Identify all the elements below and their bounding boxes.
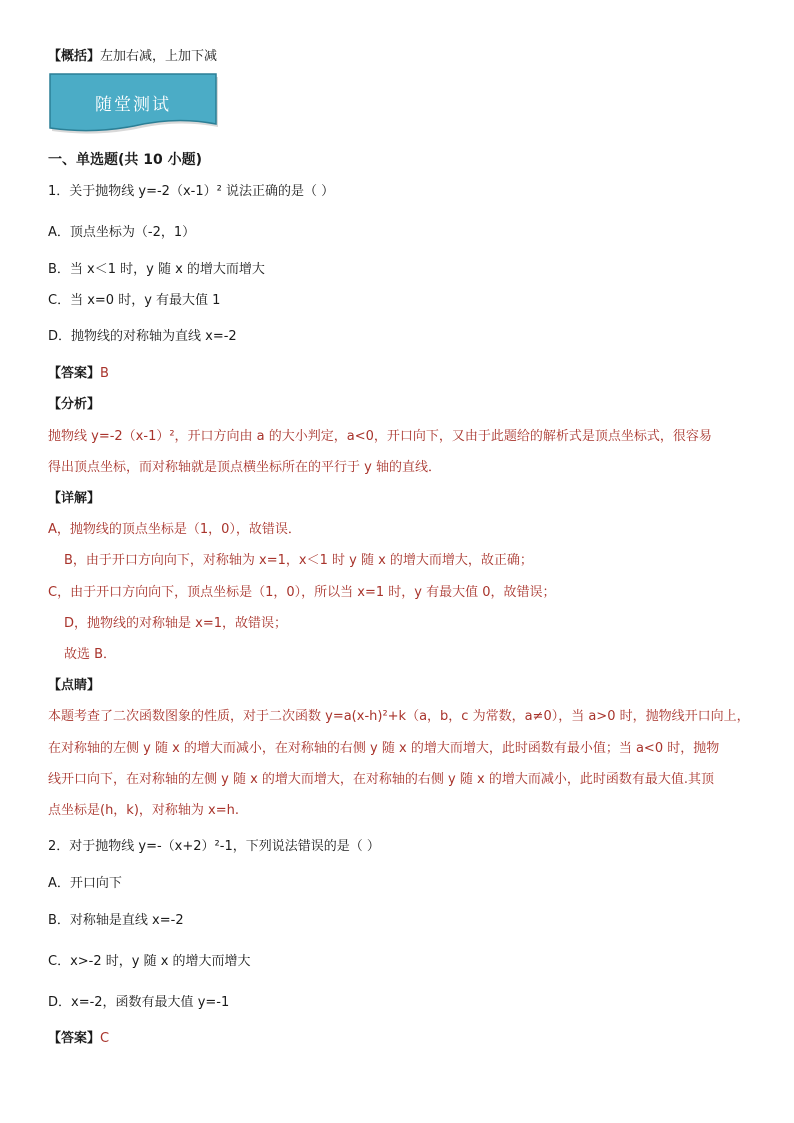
q2-option-c: C．x>-2 时，y 随 x 的增大而增大 (48, 954, 251, 969)
q1-answer-tag: 【答案】 (48, 366, 101, 381)
q1-option-d: D．抛物线的对称轴为直线 x=-2 (48, 329, 237, 344)
q2-stem: 2．对于抛物线 y=-（x+2）²-1，下列说法错误的是（ ） (48, 839, 380, 854)
q1-analysis-tag: 【分析】 (48, 397, 101, 412)
section-banner (48, 72, 218, 134)
q1-comment-tag: 【点睛】 (48, 678, 101, 693)
q1-option-c: C．当 x=0 时，y 有最大值 1 (48, 293, 221, 308)
summary-text: 左加右减，上加下减 (100, 49, 218, 64)
q1-detail-a: A，抛物线的顶点坐标是（1，0），故错误． (48, 522, 301, 537)
q1-analysis-line-1: 抛物线 y=-2（x-1）²，开口方向由 a 的大小判定，a<0，开口向下，又由于此题给的解析式是顶点坐标式，很容易 (48, 429, 712, 444)
q2-answer-tag: 【答案】 (48, 1031, 101, 1046)
q2-option-d: D．x=-2，函数有最大值 y=-1 (48, 995, 230, 1010)
q1-detail-c: C，由于开口方向向下，顶点坐标是（1，0），所以当 x=1 时，y 有最大值 0，故错误； (48, 585, 556, 600)
q1-comment-line-2: 在对称轴的左侧 y 随 x 的增大而减小，在对称轴的右侧 y 随 x 的增大而增大，此时函数有最小值；当 a<0 时，抛物 (48, 741, 720, 756)
q1-option-b: B．当 x＜1 时，y 随 x 的增大而增大 (48, 262, 265, 277)
q1-answer-value: B (100, 366, 109, 381)
q1-comment-line-3: 线开口向下，在对称轴的左侧 y 随 x 的增大而增大，在对称轴的右侧 y 随 x 的增大而减小，此时函数有最大值.其顶 (48, 772, 714, 787)
banner-title: 随堂测试 (95, 95, 171, 115)
summary-line (48, 48, 217, 66)
q1-answer (48, 365, 109, 383)
q1-detail-d: D，抛物线的对称轴是 x=1，故错误； (64, 616, 287, 631)
q2-option-a: A．开口向下 (48, 876, 122, 891)
q1-analysis-line-2: 得出顶点坐标，而对称轴就是顶点横坐标所在的平行于 y 轴的直线． (48, 460, 441, 475)
q1-option-a: A．顶点坐标为（-2，1） (48, 225, 196, 240)
section-title: 一、单选题(共 10 小题) (48, 152, 203, 168)
q1-comment-line-1: 本题考查了二次函数图象的性质，对于二次函数 y=a(x-h)²+k（a，b，c 为常数，a≠0），当 a>0 时，抛物线开口向上， (48, 709, 750, 724)
q1-comment-line-4: 点坐标是(h，k)，对称轴为 x=h. (48, 803, 240, 818)
summary-tag: 【概括】 (48, 49, 101, 64)
q1-detail-tag: 【详解】 (48, 491, 101, 506)
q2-answer-value: C (100, 1031, 110, 1046)
q2-answer (48, 1030, 109, 1048)
q1-stem: 1．关于抛物线 y=-2（x-1）² 说法正确的是（ ） (48, 184, 335, 199)
q1-detail-b: B，由于开口方向向下，对称轴为 x=1，x＜1 时 y 随 x 的增大而增大，故正确； (64, 553, 533, 568)
q2-option-b: B．对称轴是直线 x=-2 (48, 913, 184, 928)
q1-detail-choice: 故选 B． (64, 647, 117, 662)
